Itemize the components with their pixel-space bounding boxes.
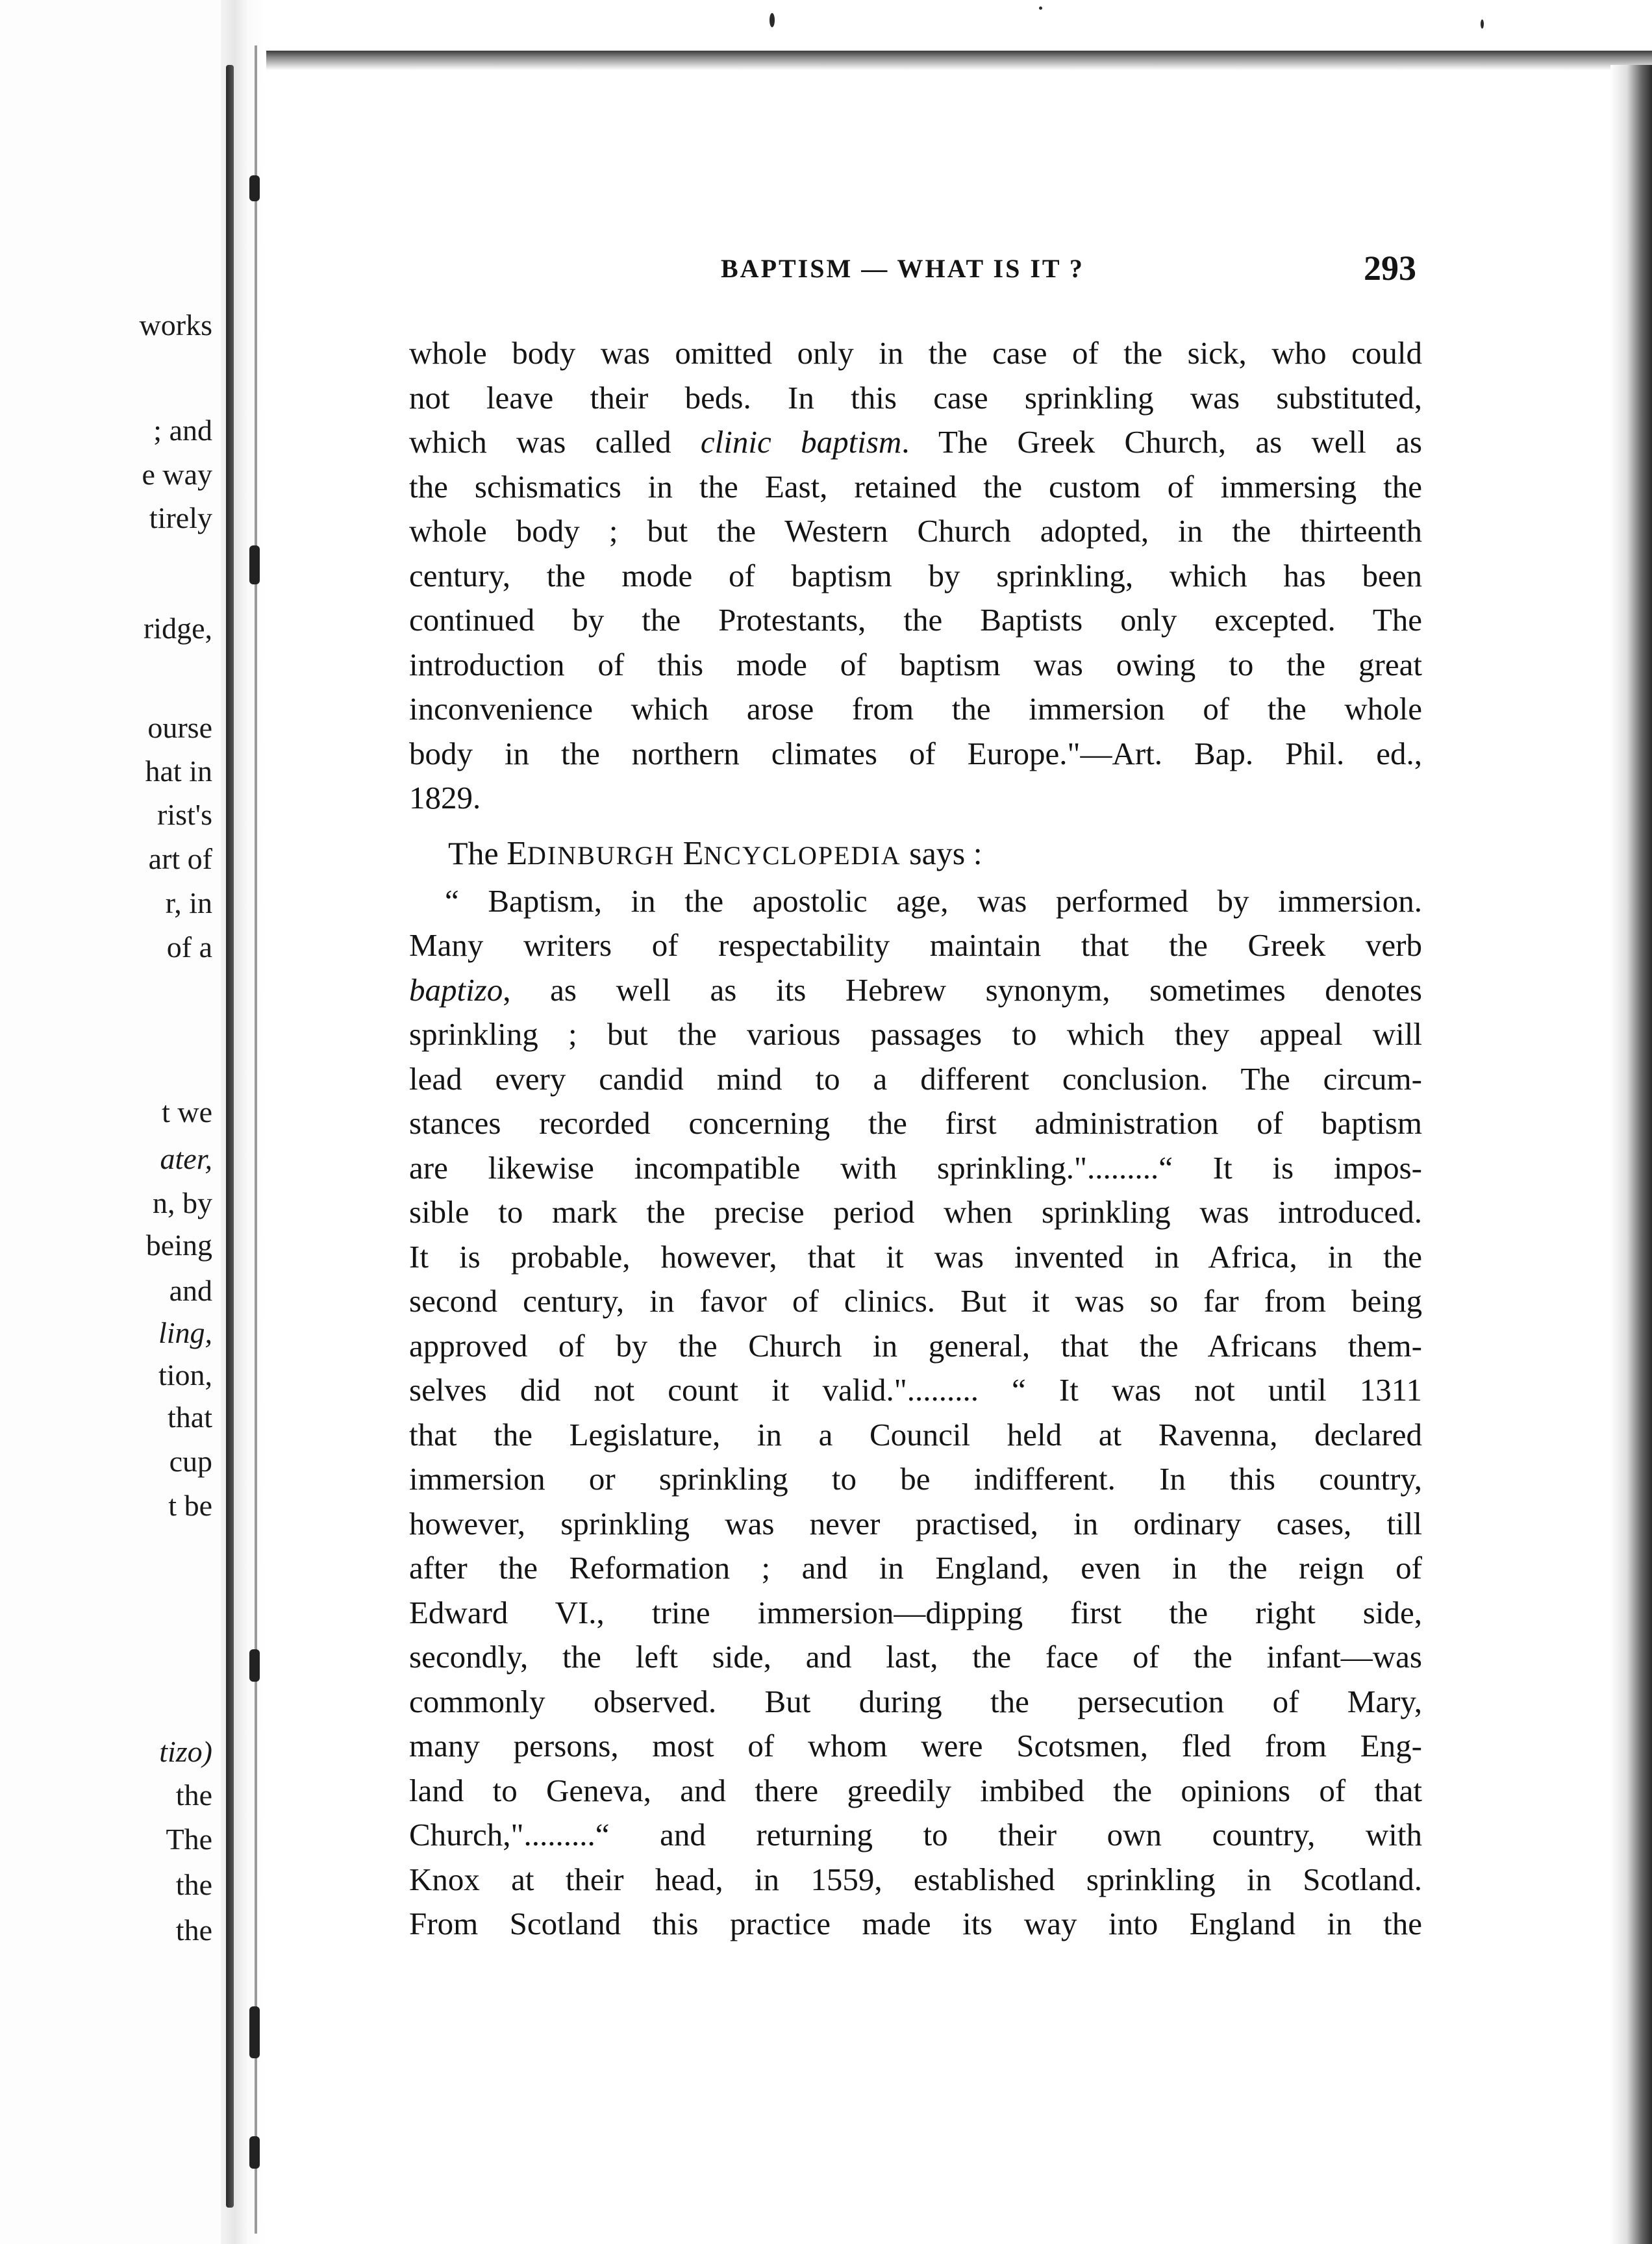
text-line: body in the northern climates of Europe."—Art. Bap. Phil. ed., [409, 735, 1422, 771]
left-page-line: and [169, 1274, 212, 1307]
text-line: introduction of this mode of baptism was owing to the great [409, 646, 1422, 682]
paragraph-2-first-line: “ Baptism, in the apostolic age, was performed by immersion. [445, 882, 1422, 919]
text-line: inconvenience which arose from the immersion of the whole [409, 691, 1422, 727]
scan-speck [770, 13, 775, 27]
text-line: baptizo, as well as its Hebrew synonym, sometimes denotes [409, 971, 1422, 1008]
text-line: lead every candid mind to a different conclusion. The circum- [409, 1060, 1422, 1097]
left-page-line: ling, [158, 1316, 212, 1349]
left-page-line: rist's [157, 798, 212, 831]
left-page-line: being [145, 1228, 212, 1262]
text-line: the schismatics in the East, retained the custom of immersing the [409, 468, 1422, 505]
left-page-line: The [166, 1823, 212, 1856]
left-page-fragment [0, 0, 224, 2244]
text-line: after the Reformation ; and in England, even in the reign of [409, 1550, 1422, 1586]
page-top-shadow [266, 51, 1652, 70]
text-line: whole body was omitted only in the case of the sick, who could [409, 335, 1422, 371]
text-line: are likewise incompatible with sprinkling.".........“ It is impos- [409, 1149, 1422, 1186]
text-line: secondly, the left side, and last, the face of the infant—was [409, 1639, 1422, 1675]
text-line: Edward VI., trine immersion—dipping first the right side, [409, 1594, 1422, 1630]
left-page-line: tizo) [159, 1735, 212, 1768]
text-line: From Scotland this practice made its way into England in the [409, 1906, 1422, 1941]
left-page-line: art of [148, 842, 212, 875]
scan-speck [1481, 19, 1484, 29]
left-page-line: r, in [165, 886, 212, 919]
left-page-line: the [175, 1868, 212, 1901]
paragraph-2 [409, 923, 1422, 1947]
text-line: land to Geneva, and there greedily imbibed the opinions of that [409, 1772, 1422, 1808]
text-line: continued by the Protestants, the Baptists only excepted. The [409, 602, 1422, 638]
running-head: BAPTISM — WHAT IS IT ? [721, 254, 1084, 283]
page-number: 293 [1364, 249, 1416, 288]
left-page-line: t we [162, 1095, 212, 1128]
binding-mark [249, 175, 260, 201]
text-line: sible to mark the precise period when sprinkling was introduced. [409, 1194, 1422, 1230]
paragraph-1 [409, 331, 1422, 821]
text-line: stances recorded concerning the first administration of baptism [409, 1105, 1422, 1141]
page-body [409, 331, 1422, 1947]
left-page-line: t be [168, 1489, 212, 1522]
text-line: immersion or sprinkling to be indifferent. In this country, [409, 1461, 1422, 1497]
left-page-line: n, by [153, 1186, 212, 1219]
text-line: 1829. [409, 780, 481, 816]
gutter-shadow [226, 65, 234, 2208]
text-line: however, sprinkling was never practised, in ordinary cases, till [409, 1505, 1422, 1541]
left-page-line: of a [166, 930, 212, 964]
left-page-line: ; and [153, 414, 212, 447]
text-line: not leave their beds. In this case sprinkling was substituted, [409, 379, 1422, 416]
left-page-line: that [168, 1401, 212, 1434]
text-line: approved of by the Church in general, that the Africans them- [409, 1327, 1422, 1364]
left-page-line: tion, [158, 1358, 212, 1391]
page-edge-line [255, 45, 257, 2234]
left-page-line: cup [169, 1445, 212, 1478]
page-right-shadow [1610, 65, 1652, 2244]
text-line: sprinkling ; but the various passages to which they appeal will [409, 1016, 1422, 1052]
left-page-line: tirely [149, 501, 212, 534]
left-page-line: ridge, [143, 612, 212, 645]
binding-mark [249, 1649, 260, 1682]
scan-speck [1039, 6, 1042, 10]
binding-mark [249, 2006, 260, 2058]
left-page-line: works [139, 308, 212, 342]
text-line: second century, in favor of clinics. But it was so far from being [409, 1283, 1422, 1319]
text-line: It is probable, however, that it was invented in Africa, in the [409, 1238, 1422, 1275]
text-line: which was called clinic baptism. The Greek Church, as well as [409, 424, 1422, 460]
text-line: that the Legislature, in a Council held at Ravenna, declared [409, 1416, 1422, 1452]
left-page-line: ater, [160, 1142, 212, 1175]
text-line: commonly observed. But during the persecution of Mary, [409, 1683, 1422, 1719]
left-page-line: ourse [147, 711, 212, 744]
left-page-line: the [175, 1778, 212, 1812]
left-page-line: the [175, 1914, 212, 1947]
text-line: selves did not count it valid."......... “ It was not until 1311 [409, 1372, 1422, 1408]
text-line: Many writers of respectability maintain that the Greek verb [409, 927, 1422, 963]
binding-mark [249, 2136, 260, 2169]
book-page [266, 71, 1610, 2244]
source-heading: The EDINBURGH ENCYCLOPEDIA says : [448, 834, 982, 872]
left-page-line: e way [142, 458, 212, 491]
text-line: century, the mode of baptism by sprinkling, which has been [409, 557, 1422, 593]
left-page-line: hat in [145, 754, 212, 788]
text-line: Knox at their head, in 1559, established sprinkling in Scotland. [409, 1861, 1422, 1897]
text-line: many persons, most of whom were Scotsmen, fled from Eng- [409, 1728, 1422, 1764]
text-line: whole body ; but the Western Church adopted, in the thirteenth [409, 513, 1422, 549]
text-line: Church,".........“ and returning to their own country, with [409, 1817, 1422, 1852]
binding-mark [249, 545, 260, 584]
